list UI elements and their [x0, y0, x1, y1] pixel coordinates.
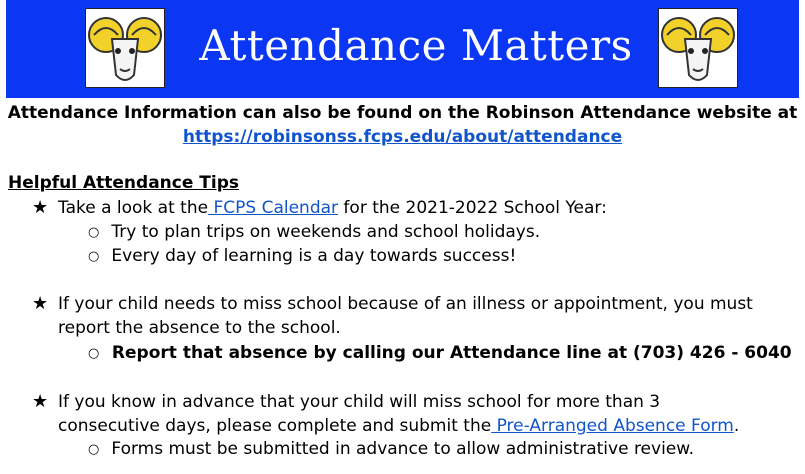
sub-item-text: Forms must be submitted in advance to allow administrative review. [111, 439, 695, 459]
circle-bullet-icon: ○ [88, 442, 100, 457]
star-bullet-icon: ★ [32, 293, 49, 314]
tip-text-pre: consecutive days, please complete and submit the [58, 416, 492, 436]
circle-bullet-icon: ○ [88, 346, 100, 361]
tip-text-post: for the 2021-2022 School Year: [338, 198, 607, 218]
page-title: Attendance Matters [199, 21, 633, 70]
sub-item [88, 437, 694, 462]
sub-item [88, 220, 540, 245]
pre-arranged-absence-form-link[interactable]: Pre-Arranged Absence Form [491, 416, 734, 436]
ram-mascot-logo [658, 8, 738, 88]
info-text: Attendance Information can also be found on the Robinson Attendance website at [7, 103, 798, 123]
sub-item [88, 244, 516, 269]
sub-item-text: Try to plan trips on weekends and school holidays. [111, 222, 541, 242]
circle-bullet-icon: ○ [88, 249, 100, 264]
star-bullet-icon: ★ [32, 197, 49, 218]
tip-text: If your child needs to miss school because of an illness or appointment, you must [58, 294, 753, 314]
sub-item [88, 341, 792, 366]
sub-item-text: Report that absence by calling our Attendance line at (703) 426 - 6040 [111, 343, 792, 363]
attendance-info [0, 101, 805, 149]
section-title: Helpful Attendance Tips [8, 173, 240, 193]
tip-text: If you know in advance that your child will miss school for more than 3 [58, 392, 661, 412]
tip-text [58, 196, 607, 220]
tip-text-pre: Take a look at the [58, 198, 209, 218]
fcps-calendar-link[interactable]: FCPS Calendar [208, 198, 339, 218]
header-banner [6, 0, 799, 98]
tip-text [58, 414, 739, 438]
circle-bullet-icon: ○ [88, 225, 100, 240]
ram-mascot-logo [85, 8, 165, 88]
tip-text-post: . [733, 416, 740, 436]
sub-item-text: Every day of learning is a day towards success! [111, 246, 517, 266]
attendance-website-link[interactable]: https://robinsonss.fcps.edu/about/attendance [182, 127, 623, 147]
star-bullet-icon: ★ [32, 391, 49, 412]
tip-text: report the absence to the school. [58, 318, 341, 338]
